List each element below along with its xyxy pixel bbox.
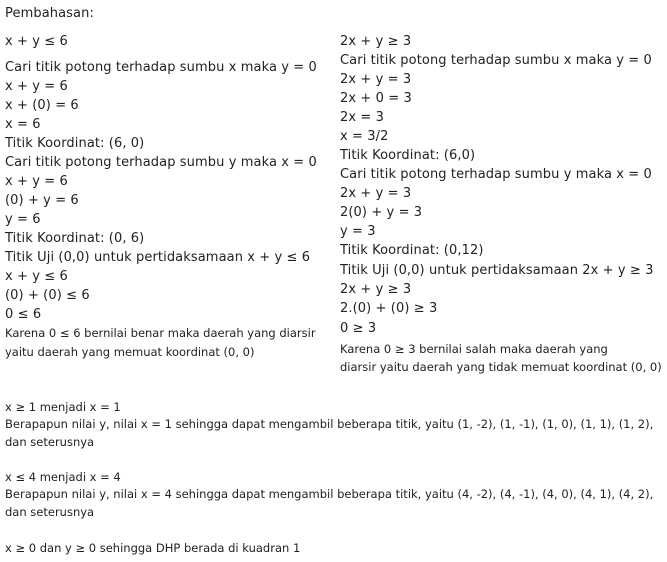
bottom-line: Berapapun nilai y, nilai x = 4 sehingga dapat mengambil beberapa titik, yaitu (4, -2), (4, -1), (4, 0), (4, 1), (4, 2), [5,487,654,501]
left-line: Titik Koordinat: (6, 0) [5,136,145,151]
bottom-line: x ≥ 1 menjadi x = 1 [5,400,121,414]
bottom-line: x ≥ 0 dan y ≥ 0 sehingga DHP berada di kuadran 1 [5,541,301,555]
right-line: 0 ≥ 3 [340,321,377,336]
left-line: (0) + y = 6 [5,193,79,208]
left-line: x + (0) = 6 [5,98,79,113]
left-line: x + y = 6 [5,79,68,94]
left-line: yaitu daerah yang memuat koordinat (0, 0) [5,345,255,359]
bottom-line: Berapapun nilai y, nilai x = 1 sehingga dapat mengambil beberapa titik, yaitu (1, -2), (1, -1), (1, 0), (1, 1), (1, 2), [5,417,654,431]
left-line: x = 6 [5,117,41,132]
right-line: 2(0) + y = 3 [340,205,423,220]
left-line: Cari titik potong terhadap sumbu x maka y = 0 [5,60,317,75]
right-line: 2x + y = 3 [340,72,412,87]
right-line: 2.(0) + (0) ≥ 3 [340,301,438,316]
right-line: Titik Koordinat: (0,12) [340,243,484,258]
left-line: x + y ≤ 6 [5,34,68,49]
bottom-line: dan seterusnya [5,505,95,519]
left-line: Karena 0 ≤ 6 bernilai benar maka daerah yang diarsir [5,326,316,340]
bottom-line: dan seterusnya [5,435,95,449]
right-line: Titik Koordinat: (6,0) [340,148,476,163]
right-line: 2x + y ≥ 3 [340,282,412,297]
right-line: Cari titik potong terhadap sumbu y maka x = 0 [340,167,652,182]
left-line: x + y = 6 [5,174,68,189]
left-line: (0) + (0) ≤ 6 [5,288,90,303]
right-line: Karena 0 ≥ 3 bernilai salah maka daerah yang [340,342,608,356]
right-line: Cari titik potong terhadap sumbu x maka y = 0 [340,53,652,68]
left-line: Cari titik potong terhadap sumbu y maka x = 0 [5,155,317,170]
right-line: x = 3/2 [340,129,389,144]
right-line: Titik Uji (0,0) untuk pertidaksamaan 2x + y ≥ 3 [340,263,654,278]
right-line: 2x = 3 [340,110,384,125]
left-line: x + y ≤ 6 [5,269,68,284]
left-line: Titik Koordinat: (0, 6) [5,231,145,246]
right-line: diarsir yaitu daerah yang tidak memuat koordinat (0, 0) [340,360,662,374]
left-line: Titik Uji (0,0) untuk pertidaksamaan x + y ≤ 6 [5,250,311,265]
right-line: 2x + 0 = 3 [340,91,412,106]
left-line: y = 6 [5,212,41,227]
right-line: 2x + y ≥ 3 [340,34,412,49]
right-line: y = 3 [340,224,376,239]
page-title: Pembahasan: [5,6,94,21]
left-line: 0 ≤ 6 [5,307,42,322]
right-line: 2x + y = 3 [340,186,412,201]
bottom-line: x ≤ 4 menjadi x = 4 [5,470,121,484]
